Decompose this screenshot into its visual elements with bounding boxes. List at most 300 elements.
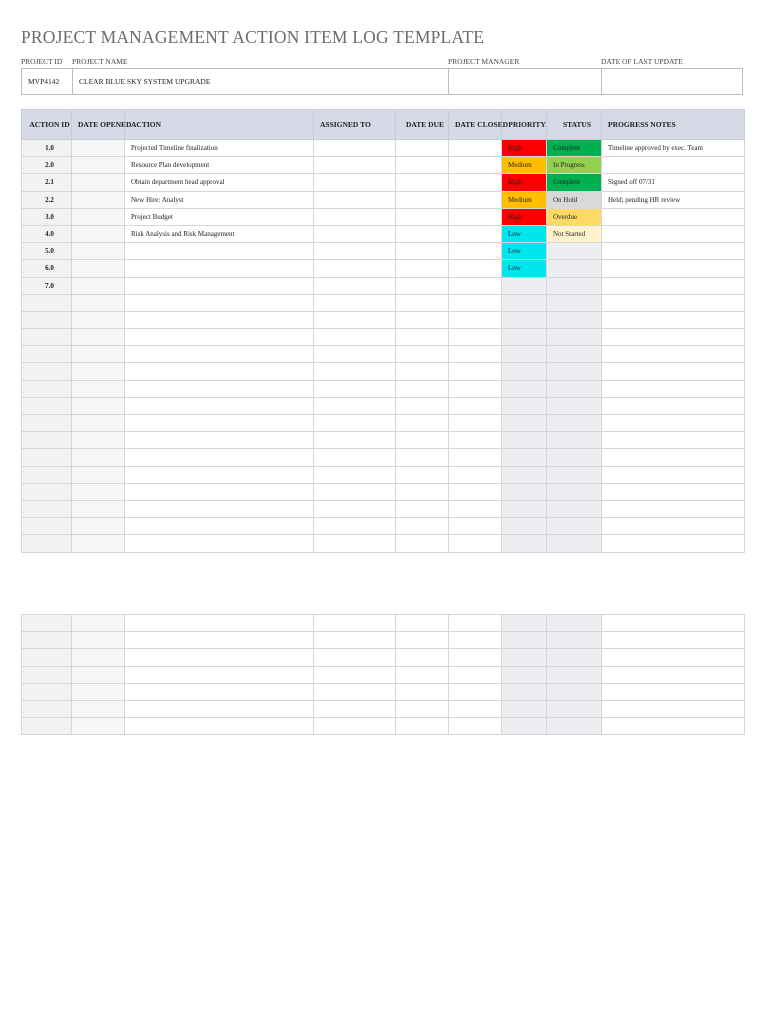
- date-due-cell[interactable]: [396, 208, 449, 225]
- status-cell[interactable]: [547, 243, 602, 260]
- action-cell[interactable]: [125, 397, 314, 414]
- priority-cell[interactable]: [502, 277, 547, 294]
- date-closed-cell[interactable]: [449, 683, 502, 700]
- priority-cell[interactable]: [502, 449, 547, 466]
- assigned-to-cell[interactable]: [314, 666, 396, 683]
- date-closed-cell[interactable]: [449, 518, 502, 535]
- date-opened-cell[interactable]: [72, 700, 125, 717]
- table-row: [22, 700, 745, 717]
- date-due-cell[interactable]: [396, 174, 449, 191]
- action-cell[interactable]: [125, 346, 314, 363]
- date-opened-cell[interactable]: [72, 535, 125, 552]
- action-cell[interactable]: [125, 260, 314, 277]
- assigned-to-cell[interactable]: [314, 294, 396, 311]
- date-closed-cell[interactable]: [449, 483, 502, 500]
- assigned-to-cell[interactable]: [314, 518, 396, 535]
- date-closed-cell[interactable]: [449, 632, 502, 649]
- progress-notes-cell[interactable]: [602, 632, 745, 649]
- date-due-cell[interactable]: [396, 294, 449, 311]
- progress-notes-cell[interactable]: Timeline approved by exec. Team: [602, 140, 745, 157]
- action-id-cell[interactable]: [22, 415, 72, 432]
- action-cell[interactable]: [125, 243, 314, 260]
- action-cell[interactable]: [125, 632, 314, 649]
- date-closed-cell[interactable]: [449, 311, 502, 328]
- date-due-cell[interactable]: [396, 243, 449, 260]
- action-id-cell[interactable]: [22, 718, 72, 735]
- progress-notes-cell[interactable]: [602, 483, 745, 500]
- date-due-cell[interactable]: [396, 483, 449, 500]
- progress-notes-cell[interactable]: [602, 432, 745, 449]
- progress-notes-cell[interactable]: [602, 311, 745, 328]
- date-due-cell[interactable]: [396, 260, 449, 277]
- action-id-cell[interactable]: [22, 518, 72, 535]
- action-cell[interactable]: [125, 683, 314, 700]
- action-id-cell[interactable]: [22, 466, 72, 483]
- date-closed-cell[interactable]: [449, 718, 502, 735]
- project-id-value[interactable]: MVP4142: [28, 77, 60, 86]
- status-cell[interactable]: [547, 397, 602, 414]
- date-closed-cell[interactable]: [449, 615, 502, 632]
- action-cell[interactable]: [125, 432, 314, 449]
- date-due-cell[interactable]: [396, 329, 449, 346]
- date-opened-cell[interactable]: [72, 432, 125, 449]
- priority-cell[interactable]: [502, 311, 547, 328]
- action-cell[interactable]: [125, 483, 314, 500]
- date-closed-cell[interactable]: [449, 243, 502, 260]
- date-due-cell[interactable]: [396, 311, 449, 328]
- date-closed-cell[interactable]: [449, 700, 502, 717]
- date-due-cell[interactable]: [396, 466, 449, 483]
- date-opened-cell[interactable]: [72, 683, 125, 700]
- date-due-cell[interactable]: [396, 225, 449, 242]
- action-id-cell[interactable]: 2.1: [22, 174, 72, 191]
- priority-cell[interactable]: [502, 329, 547, 346]
- action-cell[interactable]: [125, 294, 314, 311]
- status-cell[interactable]: [547, 329, 602, 346]
- table-row: [22, 277, 745, 294]
- priority-cell[interactable]: [502, 380, 547, 397]
- progress-notes-cell[interactable]: [602, 277, 745, 294]
- action-id-cell[interactable]: [22, 535, 72, 552]
- col-date-closed: DATE CLOSED: [449, 110, 502, 140]
- action-cell[interactable]: [125, 700, 314, 717]
- date-due-cell[interactable]: [396, 500, 449, 517]
- priority-cell[interactable]: High: [502, 174, 547, 191]
- date-closed-cell[interactable]: [449, 329, 502, 346]
- assigned-to-cell[interactable]: [314, 260, 396, 277]
- date-opened-cell[interactable]: [72, 632, 125, 649]
- progress-notes-cell[interactable]: [602, 208, 745, 225]
- date-due-cell[interactable]: [396, 649, 449, 666]
- date-closed-cell[interactable]: [449, 449, 502, 466]
- date-due-cell[interactable]: [396, 666, 449, 683]
- assigned-to-cell[interactable]: [314, 432, 396, 449]
- progress-notes-cell[interactable]: [602, 329, 745, 346]
- date-opened-cell[interactable]: [72, 615, 125, 632]
- last-update-value[interactable]: [602, 69, 742, 94]
- date-closed-cell[interactable]: [449, 140, 502, 157]
- action-cell[interactable]: [125, 718, 314, 735]
- assigned-to-cell[interactable]: [314, 615, 396, 632]
- action-cell[interactable]: Projected Timeline finalization: [125, 140, 314, 157]
- date-opened-cell[interactable]: [72, 363, 125, 380]
- action-id-cell[interactable]: [22, 397, 72, 414]
- date-due-cell[interactable]: [396, 615, 449, 632]
- status-cell[interactable]: [547, 700, 602, 717]
- date-closed-cell[interactable]: [449, 466, 502, 483]
- progress-notes-cell[interactable]: [602, 380, 745, 397]
- date-closed-cell[interactable]: [449, 346, 502, 363]
- priority-cell[interactable]: [502, 294, 547, 311]
- action-id-cell[interactable]: [22, 700, 72, 717]
- progress-notes-cell[interactable]: [602, 466, 745, 483]
- date-due-cell[interactable]: [396, 363, 449, 380]
- status-cell[interactable]: [547, 535, 602, 552]
- table-row: [22, 225, 745, 242]
- action-cell[interactable]: [125, 649, 314, 666]
- date-due-cell[interactable]: [396, 683, 449, 700]
- date-due-cell[interactable]: [396, 346, 449, 363]
- priority-cell[interactable]: [502, 615, 547, 632]
- action-id-cell[interactable]: [22, 615, 72, 632]
- date-opened-cell[interactable]: [72, 174, 125, 191]
- status-cell[interactable]: [547, 363, 602, 380]
- assigned-to-cell[interactable]: [314, 174, 396, 191]
- status-cell[interactable]: [547, 718, 602, 735]
- priority-cell[interactable]: [502, 500, 547, 517]
- date-closed-cell[interactable]: [449, 666, 502, 683]
- date-closed-cell[interactable]: [449, 363, 502, 380]
- assigned-to-cell[interactable]: [314, 483, 396, 500]
- action-cell[interactable]: [125, 500, 314, 517]
- action-id-cell[interactable]: [22, 683, 72, 700]
- progress-notes-cell[interactable]: [602, 294, 745, 311]
- date-closed-cell[interactable]: [449, 500, 502, 517]
- progress-notes-cell[interactable]: [602, 449, 745, 466]
- col-date-due: DATE DUE: [396, 110, 449, 140]
- progress-notes-cell[interactable]: [602, 683, 745, 700]
- date-closed-cell[interactable]: [449, 260, 502, 277]
- date-opened-cell[interactable]: [72, 500, 125, 517]
- priority-cell[interactable]: [502, 363, 547, 380]
- table-row: [22, 683, 745, 700]
- progress-notes-cell[interactable]: [602, 649, 745, 666]
- date-opened-cell[interactable]: [72, 208, 125, 225]
- action-id-cell[interactable]: [22, 483, 72, 500]
- assigned-to-cell[interactable]: [314, 277, 396, 294]
- status-cell[interactable]: [547, 260, 602, 277]
- date-opened-cell[interactable]: [72, 415, 125, 432]
- status-cell[interactable]: [547, 277, 602, 294]
- action-cell[interactable]: [125, 380, 314, 397]
- table-header-row: [22, 110, 745, 140]
- progress-notes-cell[interactable]: [602, 260, 745, 277]
- action-id-cell[interactable]: 4.0: [22, 225, 72, 242]
- date-opened-cell[interactable]: [72, 666, 125, 683]
- date-opened-cell[interactable]: [72, 260, 125, 277]
- assigned-to-cell[interactable]: [314, 535, 396, 552]
- assigned-to-cell[interactable]: [314, 380, 396, 397]
- date-closed-cell[interactable]: [449, 294, 502, 311]
- assigned-to-cell[interactable]: [314, 449, 396, 466]
- date-due-cell[interactable]: [396, 632, 449, 649]
- date-opened-cell[interactable]: [72, 191, 125, 208]
- status-cell[interactable]: [547, 432, 602, 449]
- assigned-to-cell[interactable]: [314, 683, 396, 700]
- date-due-cell[interactable]: [396, 535, 449, 552]
- date-closed-cell[interactable]: [449, 649, 502, 666]
- table-row: [22, 615, 745, 632]
- action-id-cell[interactable]: [22, 449, 72, 466]
- action-id-cell[interactable]: [22, 666, 72, 683]
- action-id-cell[interactable]: [22, 632, 72, 649]
- date-closed-cell[interactable]: [449, 432, 502, 449]
- priority-cell[interactable]: [502, 700, 547, 717]
- action-cell[interactable]: [125, 518, 314, 535]
- date-opened-cell[interactable]: [72, 311, 125, 328]
- date-closed-cell[interactable]: [449, 208, 502, 225]
- assigned-to-cell[interactable]: [314, 157, 396, 174]
- action-id-cell[interactable]: [22, 649, 72, 666]
- action-cell[interactable]: Project Budget: [125, 208, 314, 225]
- project-name-value[interactable]: CLEAR BLUE SKY SYSTEM UPGRADE: [79, 77, 211, 86]
- status-cell[interactable]: [547, 466, 602, 483]
- date-closed-cell[interactable]: [449, 535, 502, 552]
- date-opened-cell[interactable]: [72, 718, 125, 735]
- progress-notes-cell[interactable]: [602, 397, 745, 414]
- priority-cell[interactable]: [502, 535, 547, 552]
- date-opened-cell[interactable]: [72, 329, 125, 346]
- table-row: [22, 243, 745, 260]
- priority-cell[interactable]: [502, 483, 547, 500]
- status-cell[interactable]: Complete: [547, 140, 602, 157]
- status-cell[interactable]: [547, 380, 602, 397]
- action-id-cell[interactable]: 5.0: [22, 243, 72, 260]
- status-cell[interactable]: On Hold: [547, 191, 602, 208]
- date-closed-cell[interactable]: [449, 397, 502, 414]
- status-cell[interactable]: Complete: [547, 174, 602, 191]
- action-id-cell[interactable]: 3.0: [22, 208, 72, 225]
- table-row: [22, 718, 745, 735]
- status-cell[interactable]: [547, 449, 602, 466]
- priority-cell[interactable]: Medium: [502, 191, 547, 208]
- priority-cell[interactable]: [502, 466, 547, 483]
- assigned-to-cell[interactable]: [314, 649, 396, 666]
- priority-cell[interactable]: [502, 518, 547, 535]
- priority-cell[interactable]: [502, 632, 547, 649]
- progress-notes-cell[interactable]: [602, 500, 745, 517]
- action-id-cell[interactable]: [22, 346, 72, 363]
- table-row: [22, 346, 745, 363]
- priority-cell[interactable]: Low: [502, 243, 547, 260]
- status-cell[interactable]: In Progress: [547, 157, 602, 174]
- progress-notes-cell[interactable]: [602, 346, 745, 363]
- action-id-cell[interactable]: 7.0: [22, 277, 72, 294]
- date-opened-cell[interactable]: [72, 518, 125, 535]
- progress-notes-cell[interactable]: [602, 615, 745, 632]
- progress-notes-cell[interactable]: [602, 415, 745, 432]
- progress-notes-cell[interactable]: [602, 157, 745, 174]
- progress-notes-cell[interactable]: [602, 518, 745, 535]
- assigned-to-cell[interactable]: [314, 311, 396, 328]
- date-opened-cell[interactable]: [72, 649, 125, 666]
- date-opened-cell[interactable]: [72, 397, 125, 414]
- progress-notes-cell[interactable]: Signed off 07/31: [602, 174, 745, 191]
- date-opened-cell[interactable]: [72, 466, 125, 483]
- action-id-cell[interactable]: [22, 311, 72, 328]
- assigned-to-cell[interactable]: [314, 225, 396, 242]
- date-opened-cell[interactable]: [72, 243, 125, 260]
- assigned-to-cell[interactable]: [314, 500, 396, 517]
- status-cell[interactable]: [547, 311, 602, 328]
- assigned-to-cell[interactable]: [314, 466, 396, 483]
- table-row: [22, 174, 745, 191]
- assigned-to-cell[interactable]: [314, 415, 396, 432]
- assigned-to-cell[interactable]: [314, 363, 396, 380]
- status-cell[interactable]: [547, 500, 602, 517]
- action-cell[interactable]: [125, 311, 314, 328]
- assigned-to-cell[interactable]: [314, 329, 396, 346]
- priority-cell[interactable]: [502, 649, 547, 666]
- assigned-to-cell[interactable]: [314, 700, 396, 717]
- action-id-cell[interactable]: [22, 363, 72, 380]
- priority-cell[interactable]: Medium: [502, 157, 547, 174]
- date-due-cell[interactable]: [396, 140, 449, 157]
- action-cell[interactable]: [125, 363, 314, 380]
- priority-cell[interactable]: [502, 432, 547, 449]
- action-cell[interactable]: Risk Analysis and Risk Management: [125, 225, 314, 242]
- action-id-cell[interactable]: [22, 380, 72, 397]
- table-row: [22, 449, 745, 466]
- action-id-cell[interactable]: 1.0: [22, 140, 72, 157]
- progress-notes-cell[interactable]: [602, 243, 745, 260]
- assigned-to-cell[interactable]: [314, 397, 396, 414]
- assigned-to-cell[interactable]: [314, 632, 396, 649]
- date-closed-cell[interactable]: [449, 277, 502, 294]
- progress-notes-cell[interactable]: [602, 535, 745, 552]
- date-opened-cell[interactable]: [72, 380, 125, 397]
- assigned-to-cell[interactable]: [314, 718, 396, 735]
- priority-cell[interactable]: [502, 397, 547, 414]
- progress-notes-cell[interactable]: [602, 700, 745, 717]
- status-cell[interactable]: [547, 415, 602, 432]
- date-opened-cell[interactable]: [72, 277, 125, 294]
- assigned-to-cell[interactable]: [314, 243, 396, 260]
- date-due-cell[interactable]: [396, 277, 449, 294]
- action-cell[interactable]: Resource Plan development: [125, 157, 314, 174]
- date-due-cell[interactable]: [396, 415, 449, 432]
- status-cell[interactable]: [547, 666, 602, 683]
- date-closed-cell[interactable]: [449, 380, 502, 397]
- progress-notes-cell[interactable]: [602, 225, 745, 242]
- action-id-cell[interactable]: 2.0: [22, 157, 72, 174]
- priority-cell[interactable]: Low: [502, 260, 547, 277]
- date-due-cell[interactable]: [396, 700, 449, 717]
- action-cell[interactable]: [125, 666, 314, 683]
- table-row: [22, 191, 745, 208]
- project-id-label: PROJECT ID: [21, 57, 63, 66]
- action-cell[interactable]: New Hire: Analyst: [125, 191, 314, 208]
- status-cell[interactable]: [547, 649, 602, 666]
- action-id-cell[interactable]: [22, 294, 72, 311]
- status-cell[interactable]: [547, 632, 602, 649]
- status-cell[interactable]: [547, 518, 602, 535]
- date-opened-cell[interactable]: [72, 346, 125, 363]
- progress-notes-cell[interactable]: Held; pending HR review: [602, 191, 745, 208]
- date-closed-cell[interactable]: [449, 415, 502, 432]
- action-cell[interactable]: [125, 329, 314, 346]
- date-due-cell[interactable]: [396, 191, 449, 208]
- date-closed-cell[interactable]: [449, 191, 502, 208]
- priority-cell[interactable]: High: [502, 208, 547, 225]
- action-cell[interactable]: [125, 535, 314, 552]
- action-id-cell[interactable]: 2.2: [22, 191, 72, 208]
- date-opened-cell[interactable]: [72, 140, 125, 157]
- date-due-cell[interactable]: [396, 432, 449, 449]
- progress-notes-cell[interactable]: [602, 363, 745, 380]
- priority-cell[interactable]: [502, 718, 547, 735]
- action-cell[interactable]: [125, 615, 314, 632]
- priority-cell[interactable]: [502, 666, 547, 683]
- action-cell[interactable]: [125, 415, 314, 432]
- status-cell[interactable]: [547, 346, 602, 363]
- date-due-cell[interactable]: [396, 449, 449, 466]
- assigned-to-cell[interactable]: [314, 191, 396, 208]
- date-closed-cell[interactable]: [449, 225, 502, 242]
- action-cell[interactable]: [125, 449, 314, 466]
- assigned-to-cell[interactable]: [314, 208, 396, 225]
- action-cell[interactable]: Obtain department head approval: [125, 174, 314, 191]
- priority-cell[interactable]: High: [502, 140, 547, 157]
- date-opened-cell[interactable]: [72, 157, 125, 174]
- action-id-cell[interactable]: 6.0: [22, 260, 72, 277]
- date-closed-cell[interactable]: [449, 157, 502, 174]
- project-manager-value[interactable]: [449, 69, 601, 94]
- priority-cell[interactable]: [502, 415, 547, 432]
- date-opened-cell[interactable]: [72, 225, 125, 242]
- assigned-to-cell[interactable]: [314, 140, 396, 157]
- action-id-cell[interactable]: [22, 329, 72, 346]
- progress-notes-cell[interactable]: [602, 718, 745, 735]
- date-due-cell[interactable]: [396, 718, 449, 735]
- date-due-cell[interactable]: [396, 518, 449, 535]
- date-opened-cell[interactable]: [72, 449, 125, 466]
- progress-notes-cell[interactable]: [602, 666, 745, 683]
- action-cell[interactable]: [125, 277, 314, 294]
- status-cell[interactable]: [547, 483, 602, 500]
- action-cell[interactable]: [125, 466, 314, 483]
- status-cell[interactable]: [547, 683, 602, 700]
- date-due-cell[interactable]: [396, 397, 449, 414]
- priority-cell[interactable]: [502, 683, 547, 700]
- action-id-cell[interactable]: [22, 500, 72, 517]
- date-due-cell[interactable]: [396, 380, 449, 397]
- date-opened-cell[interactable]: [72, 483, 125, 500]
- status-cell[interactable]: Overdue: [547, 208, 602, 225]
- date-closed-cell[interactable]: [449, 174, 502, 191]
- assigned-to-cell[interactable]: [314, 346, 396, 363]
- priority-cell[interactable]: [502, 346, 547, 363]
- status-cell[interactable]: [547, 294, 602, 311]
- status-cell[interactable]: [547, 615, 602, 632]
- col-action-id: ACTION ID: [22, 110, 72, 140]
- action-id-cell[interactable]: [22, 432, 72, 449]
- col-status: STATUS: [547, 110, 602, 140]
- status-cell[interactable]: Not Started: [547, 225, 602, 242]
- date-opened-cell[interactable]: [72, 294, 125, 311]
- priority-cell[interactable]: Low: [502, 225, 547, 242]
- date-due-cell[interactable]: [396, 157, 449, 174]
